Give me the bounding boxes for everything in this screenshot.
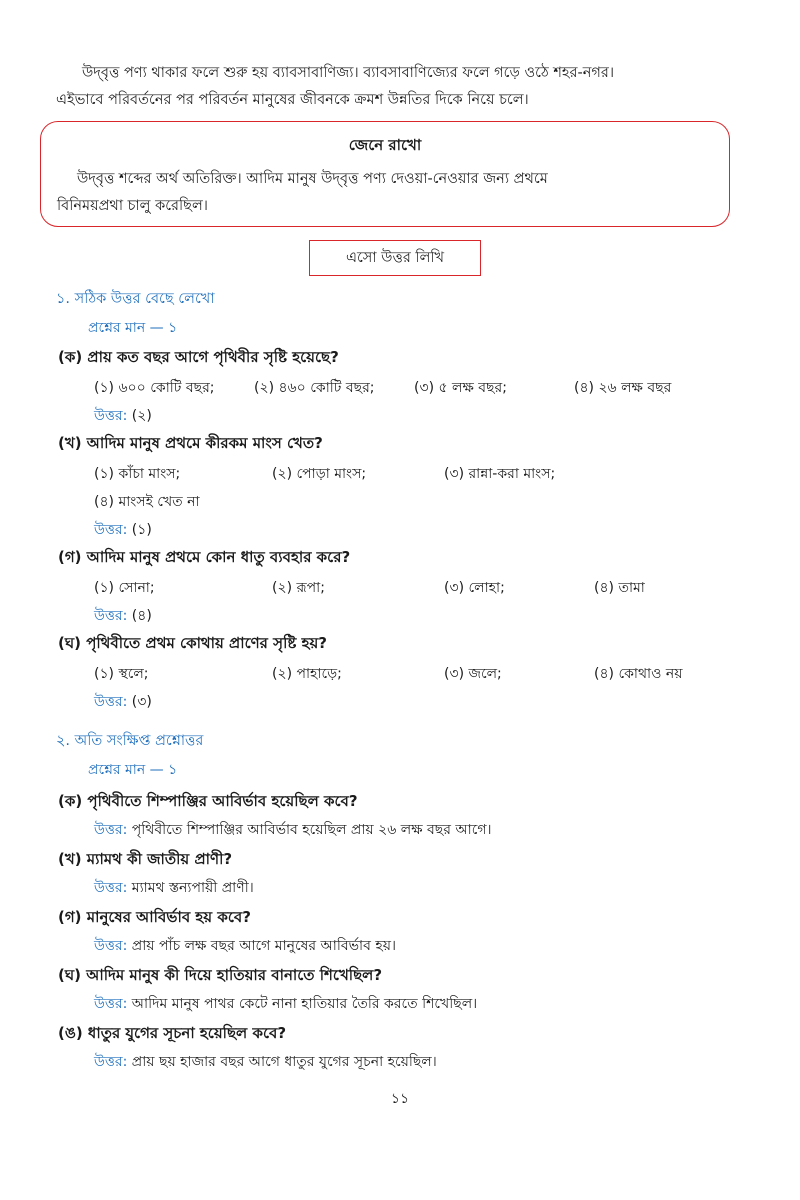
mcq-option: (৩) রান্না-করা মাংস; xyxy=(444,466,556,482)
short-question: (গ) মানুষের আবির্ভাব হয় কবে? xyxy=(58,908,251,926)
mcq-option: (৪) কোথাও নয় xyxy=(594,666,683,682)
mcq-option: (৪) তামা xyxy=(594,580,645,596)
mcq-question: (ক) প্রায় কত বছর আগে পৃথিবীর সৃষ্টি হয়েছে? xyxy=(58,348,339,366)
short-answer xyxy=(94,876,254,900)
answer-label: উত্তর: xyxy=(94,522,128,538)
mcq-option: (৩) ৫ লক্ষ বছর; xyxy=(414,380,507,396)
short-answer xyxy=(94,934,396,958)
mcq-option: (৪) মাংসই খেত না xyxy=(94,494,200,510)
mcq-answer xyxy=(94,690,152,714)
note-box-body xyxy=(57,166,711,220)
mcq-option: (২) পাহাড়ে; xyxy=(272,666,342,682)
answer-text: পৃথিবীতে শিম্পাঞ্জির আবির্ভাব হয়েছিল প্রায় ২৬ লক্ষ বছর আগে। xyxy=(131,822,492,838)
mcq-answer xyxy=(94,604,152,628)
short-answer xyxy=(94,818,492,842)
mcq-option: (১) কাঁচা মাংস; xyxy=(94,466,181,482)
short-question: (ঙ) ধাতুর যুগের সূচনা হয়েছিল কবে? xyxy=(58,1024,287,1042)
answer-text: প্রায় ছয় হাজার বছর আগে ধাতুর যুগের সূচনা হয়েছিল। xyxy=(131,1054,437,1070)
answer-value: (৪) xyxy=(131,608,152,624)
note-line-1: উদ্‌বৃত্ত শব্দের অর্থ অতিরিক্ত। আদিম মানুষ উদ্‌বৃত্ত পণ্য দেওয়া-নেওয়ার জন্য প্রথমে xyxy=(77,171,548,187)
section-title-box: এসো উত্তর লিখি xyxy=(309,240,481,276)
mcq-question: (গ) আদিম মানুষ প্রথমে কোন ধাতু ব্যবহার করে? xyxy=(58,548,351,566)
page-number: ১১ xyxy=(390,1091,410,1107)
short-answer xyxy=(94,992,477,1016)
answer-label: উত্তর: xyxy=(94,1054,128,1070)
mcq-question: (খ) আদিম মানুষ প্রথমে কীরকম মাংস খেত? xyxy=(58,434,323,452)
mcq-option: (১) ৬০০ কোটি বছর; xyxy=(94,380,215,396)
mcq-answer xyxy=(94,518,152,542)
note-box-title: জেনে রাখো xyxy=(348,136,422,154)
mcq-option: (২) রূপা; xyxy=(272,580,325,596)
section1-marks: প্রশ্নের মান — ১ xyxy=(88,320,178,336)
mcq-option: (১) স্থলে; xyxy=(94,666,149,682)
answer-text: ম্যামথ স্তন্যপায়ী প্রাণী। xyxy=(131,880,254,896)
note-box xyxy=(40,121,730,227)
section2-marks: প্রশ্নের মান — ১ xyxy=(88,762,178,778)
answer-label: উত্তর: xyxy=(94,408,128,424)
mcq-option: (৩) জলে; xyxy=(444,666,502,682)
answer-label: উত্তর: xyxy=(94,822,128,838)
intro-paragraph xyxy=(56,60,756,114)
answer-label: উত্তর: xyxy=(94,996,128,1012)
answer-text: প্রায় পাঁচ লক্ষ বছর আগে মানুষের আবির্ভাব হয়। xyxy=(131,938,396,954)
mcq-option: (২) ৪৬০ কোটি বছর; xyxy=(254,380,375,396)
mcq-option: (১) সোনা; xyxy=(94,580,155,596)
note-line-2: বিনিময়প্রথা চালু করেছিল। xyxy=(57,198,208,214)
short-answer xyxy=(94,1050,437,1074)
answer-value: (১) xyxy=(131,522,152,538)
mcq-option: (৪) ২৬ লক্ষ বছর xyxy=(574,380,672,396)
answer-label: উত্তর: xyxy=(94,880,128,896)
answer-value: (২) xyxy=(131,408,152,424)
answer-value: (৩) xyxy=(131,694,152,710)
section1-heading: ১. সঠিক উত্তর বেছে লেখো xyxy=(56,291,215,307)
intro-line-2: এইভাবে পরিবর্তনের পর পরিবর্তন মানুষের জীবনকে ক্রমশ উন্নতির দিকে নিয়ে চলে। xyxy=(56,92,529,108)
section2-heading: ২. অতি সংক্ষিপ্ত প্রশ্নোত্তর xyxy=(56,733,204,749)
intro-line-1: উদ্‌বৃত্ত পণ্য থাকার ফলে শুরু হয় ব্যাবসাবাণিজ্য। ব্যাবসাবাণিজ্যের ফলে গড়ে ওঠে শহর-নগর। xyxy=(82,65,615,81)
mcq-option: (৩) লোহা; xyxy=(444,580,505,596)
mcq-question: (ঘ) পৃথিবীতে প্রথম কোথায় প্রাণের সৃষ্টি হয়? xyxy=(58,634,327,652)
short-question: (ঘ) আদিম মানুষ কী দিয়ে হাতিয়ার বানাতে শিখেছিল? xyxy=(58,966,383,984)
short-question: (ক) পৃথিবীতে শিম্পাঞ্জির আবির্ভাব হয়েছিল কবে? xyxy=(58,792,358,810)
answer-label: উত্তর: xyxy=(94,694,128,710)
mcq-option: (২) পোড়া মাংস; xyxy=(272,466,367,482)
mcq-answer xyxy=(94,404,152,428)
answer-text: আদিম মানুষ পাথর কেটে নানা হাতিয়ার তৈরি করতে শিখেছিল। xyxy=(131,996,478,1012)
answer-label: উত্তর: xyxy=(94,608,128,624)
answer-label: উত্তর: xyxy=(94,938,128,954)
short-question: (খ) ম্যামথ কী জাতীয় প্রাণী? xyxy=(58,850,233,868)
